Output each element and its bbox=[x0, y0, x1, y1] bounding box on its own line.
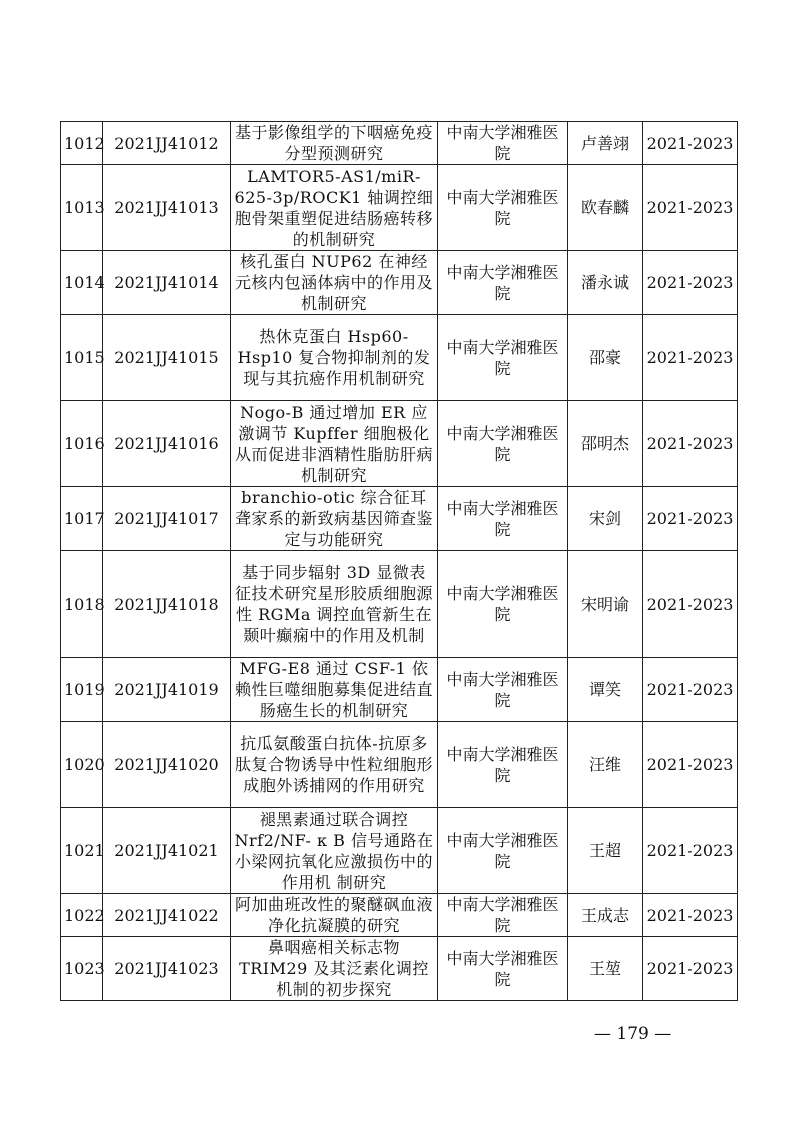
cell-no: 1014 bbox=[61, 251, 103, 315]
cell-code: 2021JJ41015 bbox=[103, 315, 231, 401]
table-row bbox=[61, 165, 738, 251]
table-row bbox=[61, 401, 738, 487]
cell-code: 2021JJ41023 bbox=[103, 937, 231, 1001]
cell-code: 2021JJ41017 bbox=[103, 487, 231, 551]
cell-person: 谭笑 bbox=[568, 658, 643, 722]
cell-period: 2021-2023 bbox=[643, 165, 738, 251]
cell-title: 基于同步辐射 3D 显微表征技术研究星形胶质细胞源性 RGMa 调控血管新生在颞叶癫痫中的作用及机制 bbox=[231, 551, 438, 658]
cell-no: 1020 bbox=[61, 722, 103, 808]
cell-no: 1023 bbox=[61, 937, 103, 1001]
cell-unit: 中南大学湘雅医院 bbox=[438, 937, 568, 1001]
cell-title: 热休克蛋白 Hsp60-Hsp10 复合物抑制剂的发现与其抗癌作用机制研究 bbox=[231, 315, 438, 401]
cell-no: 1019 bbox=[61, 658, 103, 722]
cell-unit: 中南大学湘雅医院 bbox=[438, 722, 568, 808]
table-row bbox=[61, 487, 738, 551]
table-row bbox=[61, 937, 738, 1001]
cell-no: 1013 bbox=[61, 165, 103, 251]
cell-period: 2021-2023 bbox=[643, 487, 738, 551]
table-row bbox=[61, 894, 738, 937]
cell-person: 王成志 bbox=[568, 894, 643, 937]
cell-person: 邵明杰 bbox=[568, 401, 643, 487]
cell-no: 1017 bbox=[61, 487, 103, 551]
table-row bbox=[61, 658, 738, 722]
cell-unit: 中南大学湘雅医院 bbox=[438, 401, 568, 487]
cell-title: 褪黑素通过联合调控 Nrf2/NF- κ B 信号通路在小梁网抗氧化应激损伤中的作用机 制研究 bbox=[231, 808, 438, 894]
cell-period: 2021-2023 bbox=[643, 251, 738, 315]
cell-code: 2021JJ41012 bbox=[103, 122, 231, 165]
project-table-body bbox=[61, 122, 738, 1001]
cell-title: branchio-otic 综合征耳聋家系的新致病基因筛查鉴定与功能研究 bbox=[231, 487, 438, 551]
cell-period: 2021-2023 bbox=[643, 658, 738, 722]
table-row bbox=[61, 722, 738, 808]
cell-code: 2021JJ41021 bbox=[103, 808, 231, 894]
cell-period: 2021-2023 bbox=[643, 401, 738, 487]
cell-person: 汪维 bbox=[568, 722, 643, 808]
cell-title: 抗瓜氨酸蛋白抗体-抗原多肽复合物诱导中性粒细胞形成胞外诱捕网的作用研究 bbox=[231, 722, 438, 808]
cell-period: 2021-2023 bbox=[643, 722, 738, 808]
cell-no: 1015 bbox=[61, 315, 103, 401]
cell-person: 欧春麟 bbox=[568, 165, 643, 251]
cell-title: 阿加曲班改性的聚醚砜血液净化抗凝膜的研究 bbox=[231, 894, 438, 937]
cell-unit: 中南大学湘雅医院 bbox=[438, 251, 568, 315]
cell-no: 1021 bbox=[61, 808, 103, 894]
cell-unit: 中南大学湘雅医院 bbox=[438, 315, 568, 401]
cell-code: 2021JJ41019 bbox=[103, 658, 231, 722]
cell-code: 2021JJ41014 bbox=[103, 251, 231, 315]
cell-unit: 中南大学湘雅医院 bbox=[438, 808, 568, 894]
cell-unit: 中南大学湘雅医院 bbox=[438, 487, 568, 551]
cell-code: 2021JJ41020 bbox=[103, 722, 231, 808]
table-row bbox=[61, 315, 738, 401]
cell-period: 2021-2023 bbox=[643, 937, 738, 1001]
cell-code: 2021JJ41013 bbox=[103, 165, 231, 251]
cell-person: 宋剑 bbox=[568, 487, 643, 551]
cell-no: 1016 bbox=[61, 401, 103, 487]
cell-person: 潘永诚 bbox=[568, 251, 643, 315]
cell-unit: 中南大学湘雅医院 bbox=[438, 894, 568, 937]
cell-code: 2021JJ41016 bbox=[103, 401, 231, 487]
cell-no: 1012 bbox=[61, 122, 103, 165]
table-row bbox=[61, 551, 738, 658]
cell-person: 王超 bbox=[568, 808, 643, 894]
cell-person: 卢善翊 bbox=[568, 122, 643, 165]
cell-period: 2021-2023 bbox=[643, 122, 738, 165]
table-row bbox=[61, 122, 738, 165]
cell-unit: 中南大学湘雅医院 bbox=[438, 551, 568, 658]
project-table bbox=[60, 121, 738, 1001]
cell-title: MFG-E8 通过 CSF-1 依赖性巨噬细胞募集促进结直肠癌生长的机制研究 bbox=[231, 658, 438, 722]
cell-title: LAMTOR5-AS1/miR-625-3p/ROCK1 轴调控细胞骨架重塑促进结肠癌转移的机制研究 bbox=[231, 165, 438, 251]
cell-title: 鼻咽癌相关标志物 TRIM29 及其泛素化调控机制的初步探究 bbox=[231, 937, 438, 1001]
cell-unit: 中南大学湘雅医院 bbox=[438, 658, 568, 722]
cell-title: 核孔蛋白 NUP62 在神经元核内包涵体病中的作用及机制研究 bbox=[231, 251, 438, 315]
cell-title: Nogo-B 通过增加 ER 应激调节 Kupffer 细胞极化从而促进非酒精性脂肪肝病机制研究 bbox=[231, 401, 438, 487]
cell-title: 基于影像组学的下咽癌免疫分型预测研究 bbox=[231, 122, 438, 165]
cell-code: 2021JJ41018 bbox=[103, 551, 231, 658]
cell-period: 2021-2023 bbox=[643, 551, 738, 658]
cell-period: 2021-2023 bbox=[643, 808, 738, 894]
cell-code: 2021JJ41022 bbox=[103, 894, 231, 937]
cell-no: 1022 bbox=[61, 894, 103, 937]
table-row bbox=[61, 251, 738, 315]
cell-period: 2021-2023 bbox=[643, 315, 738, 401]
cell-no: 1018 bbox=[61, 551, 103, 658]
cell-unit: 中南大学湘雅医院 bbox=[438, 122, 568, 165]
cell-person: 王堃 bbox=[568, 937, 643, 1001]
cell-unit: 中南大学湘雅医院 bbox=[438, 165, 568, 251]
table-row bbox=[61, 808, 738, 894]
cell-person: 宋明谕 bbox=[568, 551, 643, 658]
cell-person: 邵豪 bbox=[568, 315, 643, 401]
page-number: — 179 — bbox=[594, 1024, 672, 1044]
cell-period: 2021-2023 bbox=[643, 894, 738, 937]
